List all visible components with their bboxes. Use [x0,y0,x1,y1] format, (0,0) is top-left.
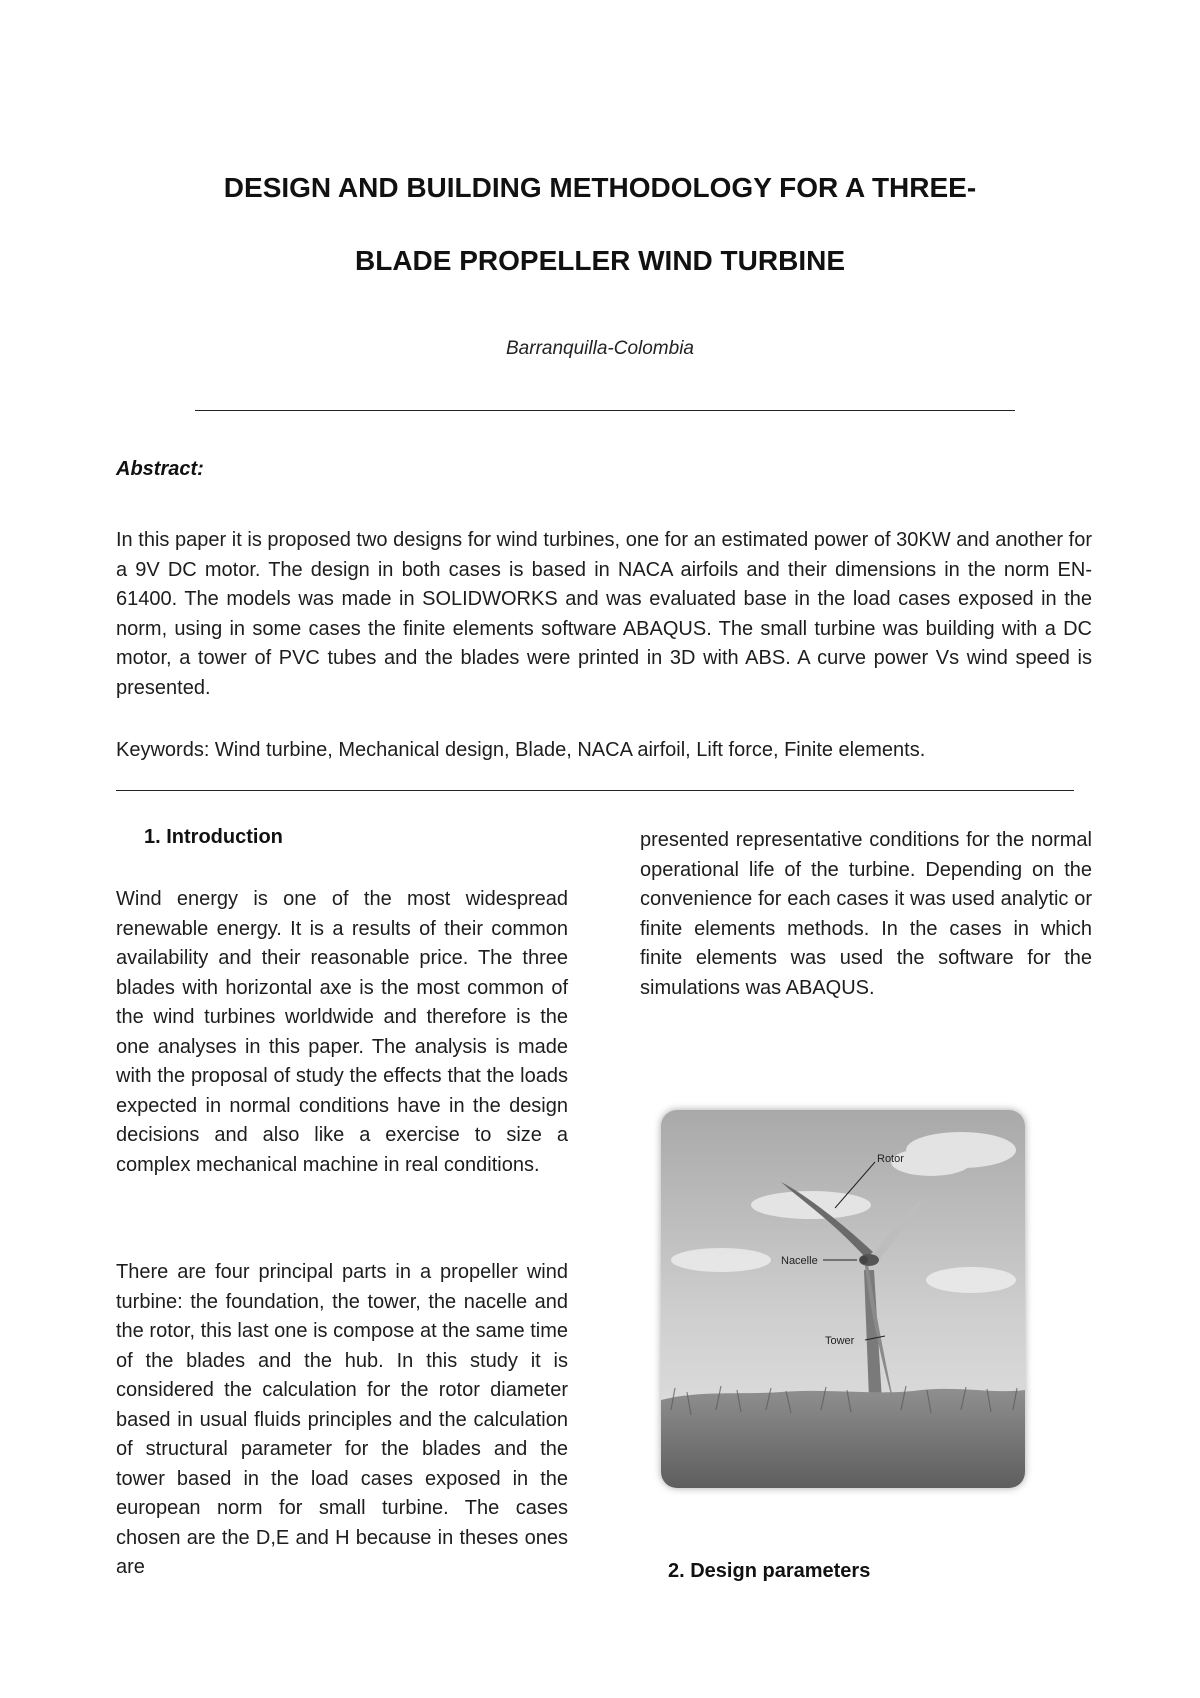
section-heading-design-parameters: 2. Design parameters [668,1560,871,1582]
intro-paragraph-2: There are four principal parts in a propeller wind turbine: the foundation, the tower, the nacelle and the rotor, this last one is compose at the same time of the blades and the hub. In this study it is considered the calculation for the rotor diameter based in usual fluids principles and the calculation of structural parameter for the blades and the tower based in the load cases exposed in the european norm for small turbine. The cases chosen are the D,E and H because in theses ones are [116,1261,568,1578]
keywords: Keywords: Wind turbine, Mechanical design, Blade, NACA airfoil, Lift force, Finite elements. [116,739,926,761]
figure-label-tower: Tower [825,1335,855,1347]
intro-paragraph-1: Wind energy is one of the most widespread renewable energy. It is a results of their common availability and their reasonable price. The three blades with horizontal axe is the most common of the wind turbines worldwide and therefore is the one analyses in this paper. The analysis is made with the proposal of study the effects that the loads expected in normal conditions have in the design decisions and also like a exercise to size a complex mechanical machine in real conditions. [116,888,568,1176]
section-heading-introduction: 1. Introduction [144,826,283,848]
header-divider [195,410,1015,411]
abstract-divider [116,790,1074,791]
abstract-label: Abstract: [116,458,204,480]
wind-turbine-figure [661,1110,1025,1488]
hub-shape [860,1256,868,1264]
figure-label-rotor: Rotor [877,1153,904,1165]
abstract-text: In this paper it is proposed two designs for wind turbines, one for an estimated power of 30KW and another for a 9V DC motor. The design in both cases is based in NACA airfoils and their dimensions in the norm EN-61400. The models was made in SOLIDWORKS and was evaluated base in the load cases exposed in the norm, using in some cases the finite elements software ABAQUS. The small turbine was building with a DC motor, a tower of PVC tubes and the blades were printed in 3D with ABS. A curve power Vs wind speed is presented. [116,529,1092,699]
paper-title-line-1: DESIGN AND BUILDING METHODOLOGY FOR A THREE- [223,172,977,203]
paper-title-line-2: BLADE PROPELLER WIND TURBINE [355,245,845,276]
intro-paragraph-3: presented representative conditions for the normal operational life of the turbine. Depending on the convenience for each cases it was used analytic or finite elements methods. In the cases in which finite elements was used the software for the simulations was ABAQUS. [640,829,1092,999]
author-location: Barranquilla-Colombia [506,338,694,359]
figure-label-nacelle: Nacelle [781,1255,818,1267]
wind-turbine-illustration [661,1110,1025,1488]
grass-field [661,1389,1025,1488]
